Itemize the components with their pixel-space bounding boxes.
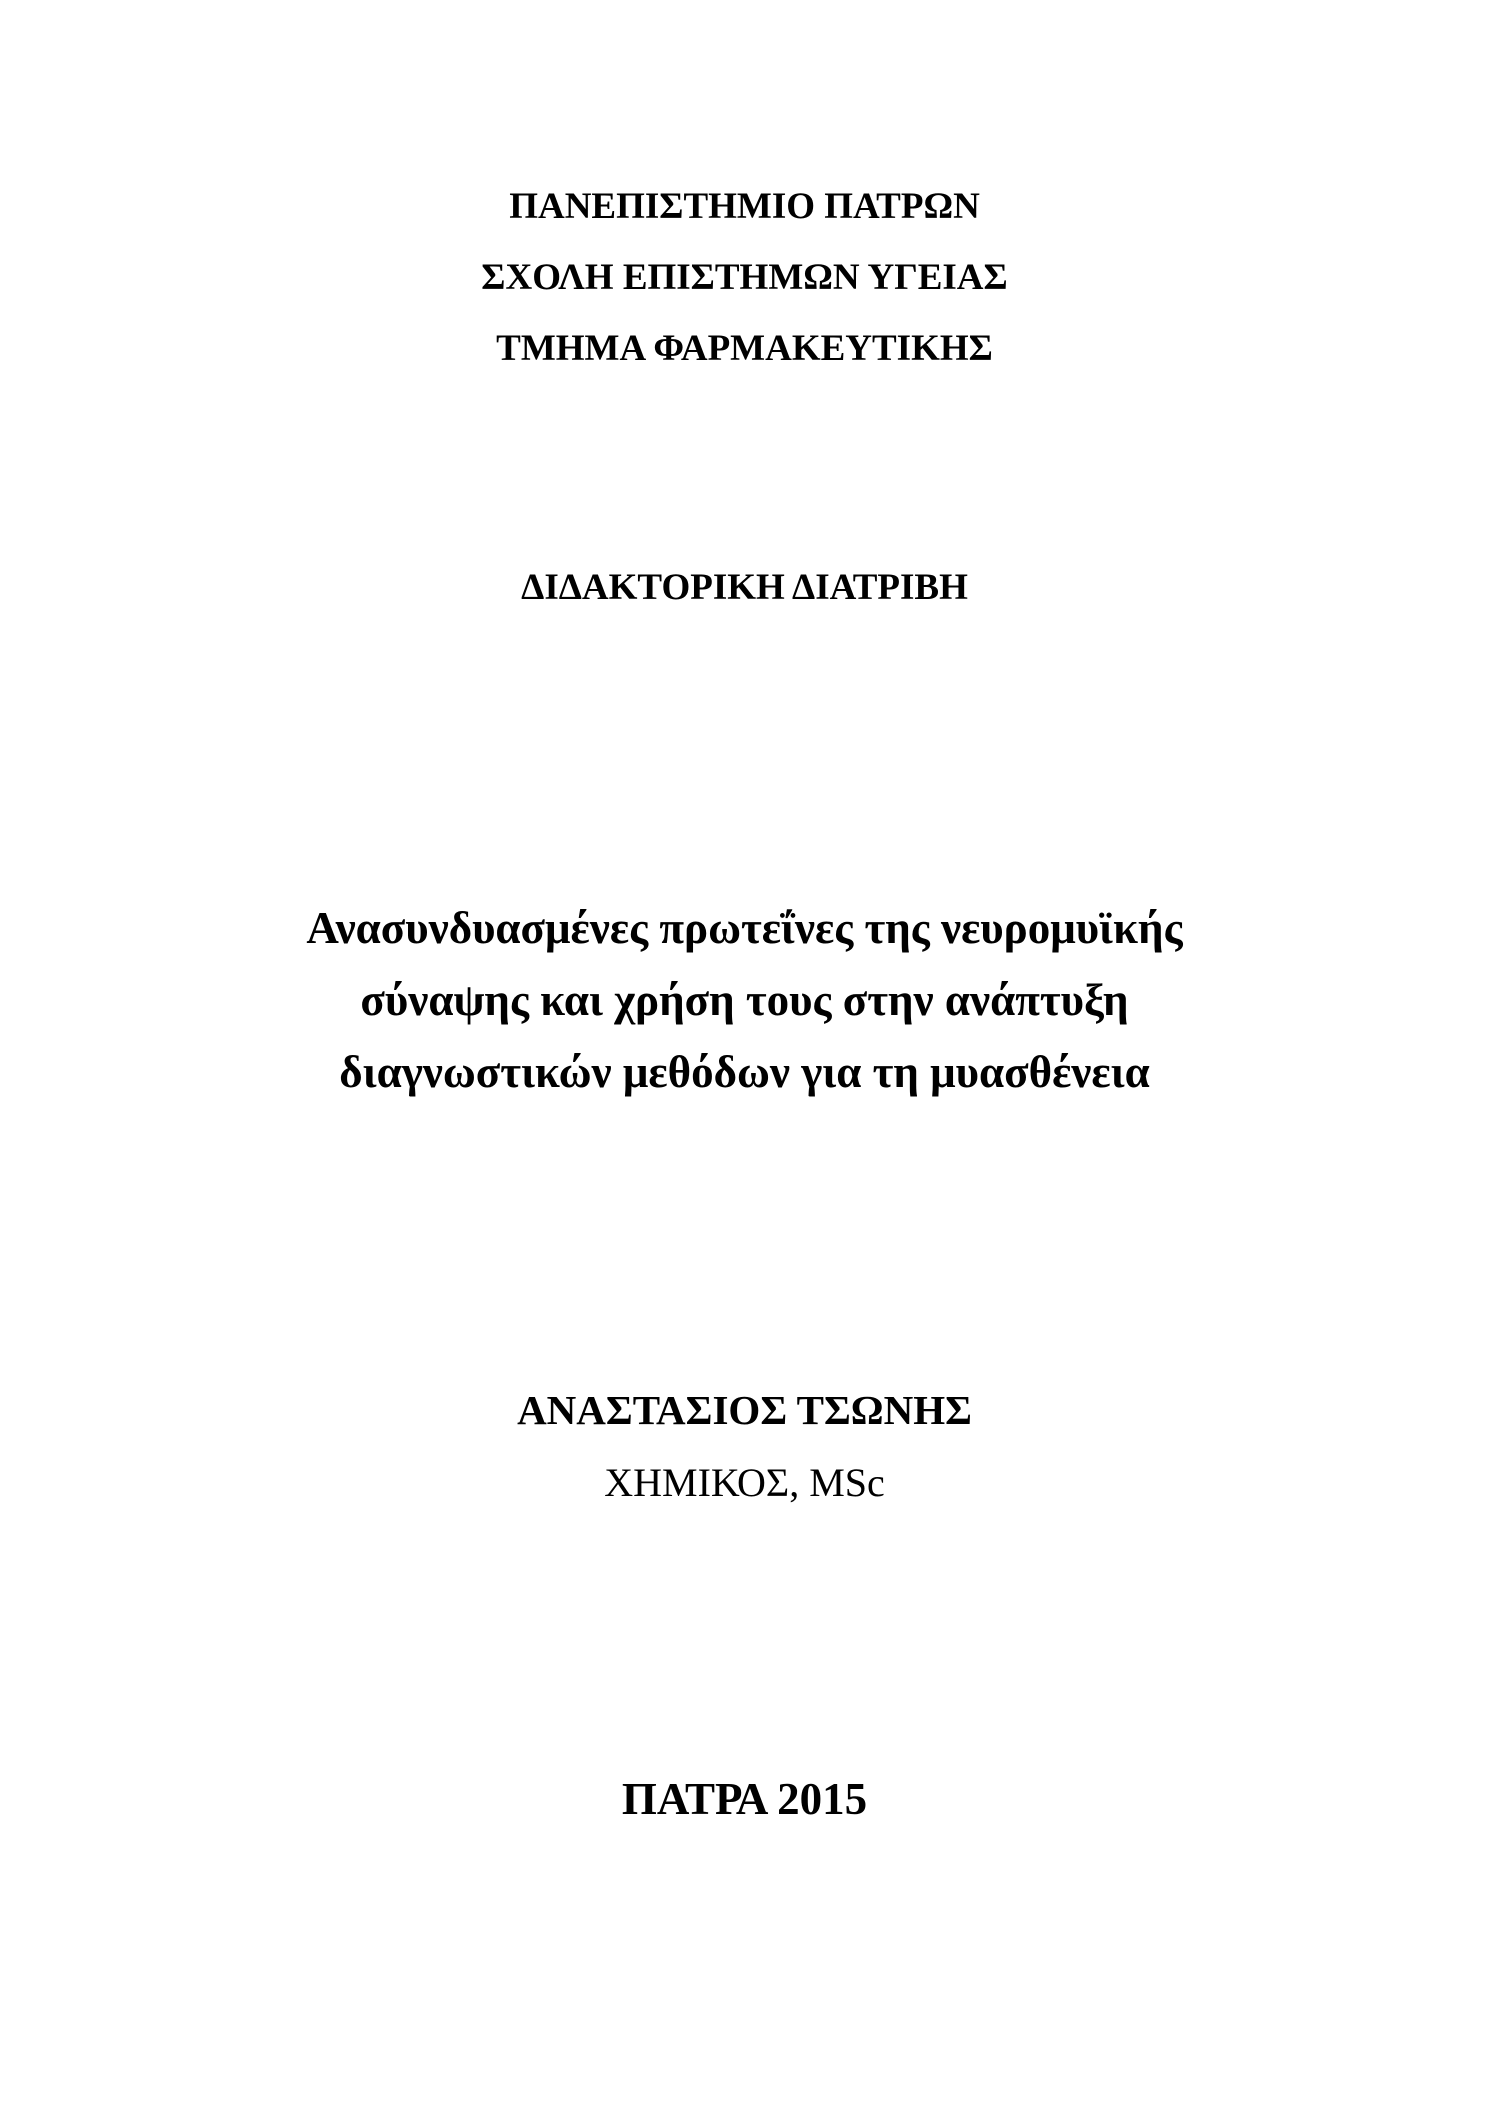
school-name: ΣΧΟΛΗ ΕΠΙΣΤΗΜΩΝ ΥΓΕΙΑΣ — [481, 257, 1008, 298]
thesis-title-line-3: διαγνωστικών μεθόδων για τη μυασθένεια — [339, 1047, 1150, 1097]
place-and-year: ΠΑΤΡΑ 2015 — [621, 1774, 868, 1824]
document-type: ΔΙΔΑΚΤΟΡΙΚΗ ΔΙΑΤΡΙΒΗ — [521, 567, 968, 608]
thesis-title-line-1: Ανασυνδυασμένες πρωτεΐνες της νευρομυϊκής — [306, 903, 1183, 953]
university-name: ΠΑΝΕΠΙΣΤΗΜΙΟ ΠΑΤΡΩΝ — [509, 186, 980, 227]
thesis-title-line-2: σύναψης και χρήση τους στην ανάπτυξη — [360, 975, 1129, 1025]
author-name: ΑΝΑΣΤΑΣΙΟΣ ΤΣΩΝΗΣ — [517, 1387, 972, 1433]
author-credentials: ΧΗΜΙΚΟΣ, MSc — [604, 1460, 885, 1505]
department-name: ΤΜΗΜΑ ΦΑΡΜΑΚΕΥΤΙΚΗΣ — [496, 328, 993, 369]
